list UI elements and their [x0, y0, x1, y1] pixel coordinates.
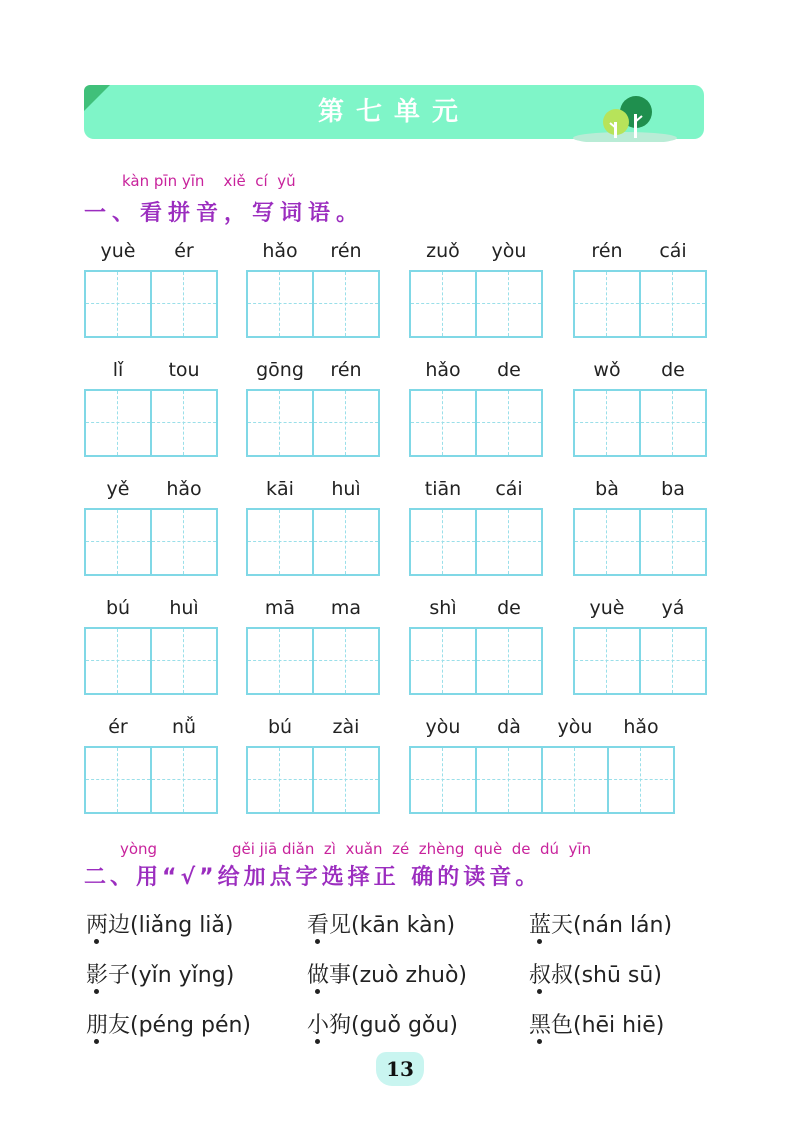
- writing-cell[interactable]: [248, 629, 314, 693]
- word-pinyin: dà: [497, 716, 521, 738]
- reading-choice[interactable]: 两边(liǎng liǎ): [86, 913, 234, 938]
- writing-grid[interactable]: [84, 389, 218, 457]
- writing-cell[interactable]: [152, 391, 216, 455]
- writing-cell[interactable]: [314, 391, 378, 455]
- word-pinyin: bú: [105, 597, 131, 619]
- reading-choice[interactable]: 蓝天(nán lán): [529, 913, 673, 938]
- writing-cell[interactable]: [609, 748, 673, 812]
- reading-choice[interactable]: 小狗(guǒ gǒu): [307, 1013, 458, 1038]
- word-pinyin: ér: [108, 716, 128, 738]
- writing-cell[interactable]: [641, 510, 705, 574]
- emphasis-dot: [94, 989, 99, 994]
- word-pinyin: wǒ: [593, 359, 621, 381]
- reading-choice[interactable]: 影子(yǐn yǐng): [86, 963, 235, 988]
- writing-cell[interactable]: [152, 510, 216, 574]
- word-pinyin: gōng: [256, 359, 304, 381]
- writing-cell[interactable]: [86, 510, 152, 574]
- word-pinyin: bà: [595, 478, 619, 500]
- word-pinyin: yuè: [100, 240, 136, 262]
- reading-choice[interactable]: 叔叔(shū sū): [529, 963, 662, 988]
- writing-grid[interactable]: [409, 627, 543, 695]
- writing-cell[interactable]: [477, 629, 541, 693]
- reading-choice[interactable]: 看见(kān kàn): [307, 913, 456, 938]
- writing-cell[interactable]: [314, 510, 378, 574]
- emphasis-dot: [315, 989, 320, 994]
- word-pinyin: de: [661, 359, 685, 381]
- writing-cell[interactable]: [152, 629, 216, 693]
- writing-grid[interactable]: [409, 270, 543, 338]
- writing-cell[interactable]: [411, 510, 477, 574]
- writing-cell[interactable]: [477, 748, 543, 812]
- writing-grid[interactable]: [573, 389, 707, 457]
- emphasis-dot: [315, 939, 320, 944]
- writing-grid[interactable]: [84, 270, 218, 338]
- writing-grid[interactable]: [246, 627, 380, 695]
- writing-cell[interactable]: [152, 272, 216, 336]
- section1-title: 一、看拼音，写词语。: [84, 201, 365, 226]
- word-pinyin: tiān: [424, 478, 462, 500]
- word-pinyin: ba: [661, 478, 685, 500]
- page-number: 13: [376, 1052, 424, 1086]
- word-pinyin: cái: [495, 478, 523, 500]
- writing-cell[interactable]: [575, 629, 641, 693]
- word-pinyin: ma: [330, 597, 362, 619]
- word-pinyin: nǚ: [171, 716, 197, 738]
- writing-cell[interactable]: [248, 748, 314, 812]
- section2-pinyin: gěi jiā diǎn zì xuǎn zé zhèng què de dú yīn: [232, 840, 592, 858]
- writing-grid[interactable]: [246, 270, 380, 338]
- writing-cell[interactable]: [543, 748, 609, 812]
- word-pinyin: yuè: [589, 597, 625, 619]
- writing-cell[interactable]: [411, 629, 477, 693]
- emphasis-dot: [537, 939, 542, 944]
- word-pinyin: yòu: [425, 716, 461, 738]
- banner-fold: [84, 85, 110, 111]
- writing-grid[interactable]: [573, 627, 707, 695]
- writing-grid[interactable]: [409, 389, 543, 457]
- emphasis-dot: [537, 1039, 542, 1044]
- word-pinyin: rén: [330, 359, 362, 381]
- writing-grid[interactable]: [409, 746, 675, 814]
- trees-icon: [570, 92, 680, 142]
- writing-cell[interactable]: [86, 629, 152, 693]
- writing-cell[interactable]: [411, 748, 477, 812]
- writing-cell[interactable]: [248, 510, 314, 574]
- word-pinyin: ér: [174, 240, 194, 262]
- unit-title: 第七单元: [317, 97, 470, 127]
- section2-title: 二、用“√”给加点字选择正 确的读音。: [84, 865, 542, 890]
- writing-cell[interactable]: [152, 748, 216, 812]
- word-pinyin: yòu: [491, 240, 527, 262]
- writing-cell[interactable]: [86, 272, 152, 336]
- word-pinyin: hǎo: [425, 359, 461, 381]
- writing-cell[interactable]: [575, 272, 641, 336]
- writing-cell[interactable]: [411, 391, 477, 455]
- word-pinyin: yá: [661, 597, 685, 619]
- emphasis-dot: [537, 989, 542, 994]
- word-pinyin: de: [497, 597, 521, 619]
- word-pinyin: hǎo: [166, 478, 202, 500]
- word-pinyin: mā: [264, 597, 296, 619]
- emphasis-dot: [94, 939, 99, 944]
- word-pinyin: zài: [332, 716, 360, 738]
- writing-cell[interactable]: [641, 391, 705, 455]
- writing-cell[interactable]: [86, 391, 152, 455]
- word-pinyin: yòu: [557, 716, 593, 738]
- word-pinyin: zuǒ: [426, 240, 460, 262]
- word-pinyin: yě: [106, 478, 130, 500]
- writing-cell[interactable]: [477, 391, 541, 455]
- emphasis-dot: [94, 1039, 99, 1044]
- writing-cell[interactable]: [314, 629, 378, 693]
- writing-cell[interactable]: [641, 629, 705, 693]
- word-pinyin: tou: [168, 359, 200, 381]
- writing-cell[interactable]: [86, 748, 152, 812]
- writing-cell[interactable]: [248, 391, 314, 455]
- word-pinyin: huì: [169, 597, 199, 619]
- reading-choice[interactable]: 黑色(hēi hiē): [529, 1013, 665, 1038]
- word-pinyin: hǎo: [623, 716, 659, 738]
- writing-grid[interactable]: [246, 746, 380, 814]
- writing-grid[interactable]: [84, 746, 218, 814]
- section1-pinyin: kàn pīn yīn xiě cí yǔ: [122, 172, 296, 190]
- word-pinyin: hǎo: [262, 240, 298, 262]
- writing-cell[interactable]: [248, 272, 314, 336]
- writing-cell[interactable]: [575, 391, 641, 455]
- section2-pinyin-yong: yòng: [120, 840, 158, 858]
- word-pinyin: lǐ: [112, 359, 124, 381]
- writing-cell[interactable]: [575, 510, 641, 574]
- reading-choice[interactable]: 做事(zuò zhuò): [307, 963, 468, 988]
- writing-grid[interactable]: [84, 627, 218, 695]
- writing-cell[interactable]: [314, 272, 378, 336]
- word-pinyin: bú: [267, 716, 293, 738]
- word-pinyin: rén: [330, 240, 362, 262]
- writing-cell[interactable]: [411, 272, 477, 336]
- writing-grid[interactable]: [409, 508, 543, 576]
- writing-cell[interactable]: [477, 510, 541, 574]
- word-pinyin: shì: [429, 597, 457, 619]
- emphasis-dot: [315, 1039, 320, 1044]
- word-pinyin: kāi: [266, 478, 294, 500]
- writing-grid[interactable]: [246, 389, 380, 457]
- word-pinyin: huì: [331, 478, 361, 500]
- word-pinyin: cái: [659, 240, 687, 262]
- writing-grid[interactable]: [573, 508, 707, 576]
- writing-cell[interactable]: [641, 272, 705, 336]
- word-pinyin: rén: [591, 240, 623, 262]
- word-pinyin: de: [497, 359, 521, 381]
- writing-cell[interactable]: [477, 272, 541, 336]
- reading-choice[interactable]: 朋友(péng pén): [86, 1013, 252, 1038]
- writing-cell[interactable]: [314, 748, 378, 812]
- writing-grid[interactable]: [573, 270, 707, 338]
- writing-grid[interactable]: [84, 508, 218, 576]
- writing-grid[interactable]: [246, 508, 380, 576]
